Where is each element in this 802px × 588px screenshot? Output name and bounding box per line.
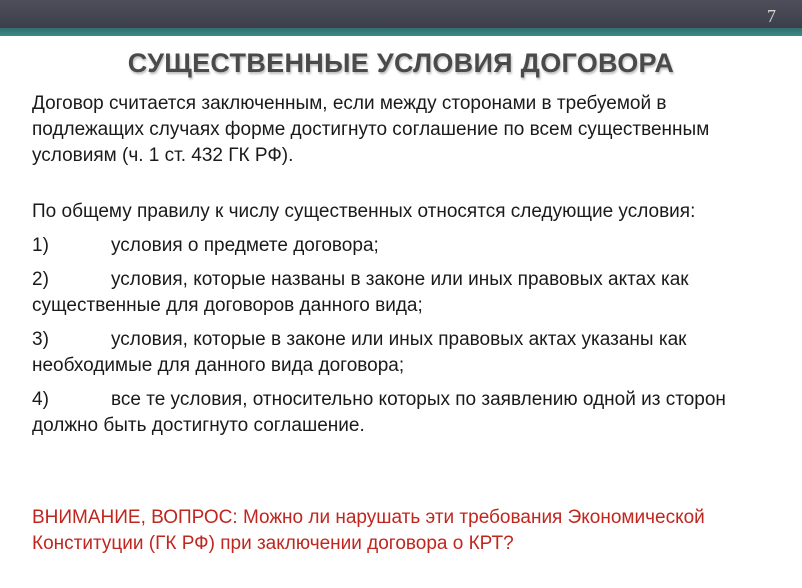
list-item-text: условия о предмете договора;: [111, 235, 379, 256]
spacer: [32, 169, 762, 199]
list-item-text: условия, которые в законе или иных правовых актах указаны как необходимые для данного вида договора;: [32, 329, 687, 376]
list-item: [32, 387, 762, 439]
list-item-number: 2): [32, 269, 49, 290]
list-item-number: 1): [32, 235, 49, 256]
list-item: [32, 327, 762, 379]
paragraph-general-rule: По общему правилу к числу существенных относятся следующие условия:: [32, 201, 696, 222]
slide-title: СУЩЕСТВЕННЫЕ УСЛОВИЯ ДОГОВОРА: [127, 48, 675, 78]
paragraph-definition: Договор считается заключенным, если между сторонами в требуемой в подлежащих случаях форме достигнуто соглашение по всем существенным условиям (ч. 1 ст. 432 ГК РФ).: [32, 93, 710, 166]
list-item-text: условия, которые названы в законе или иных правовых актах как существенные для договоров данного вида;: [32, 269, 689, 316]
list-item-number: 3): [32, 329, 49, 350]
list-item: [32, 267, 762, 319]
attention-question: ВНИМАНИЕ, ВОПРОС: Можно ли нарушать эти требования Экономической Конституции (ГК РФ) при заключении договора о КРТ?: [32, 507, 705, 554]
list-item: [32, 233, 762, 259]
header-accent-stripe: [0, 28, 802, 36]
list-item-text: все те условия, относительно которых по заявлению одной из сторон должно быть достигнуто соглашение.: [32, 389, 726, 436]
header-band: [0, 0, 802, 28]
slide-body: [32, 91, 762, 439]
slide-number: 7: [767, 6, 776, 26]
list-item-number: 4): [32, 389, 49, 410]
